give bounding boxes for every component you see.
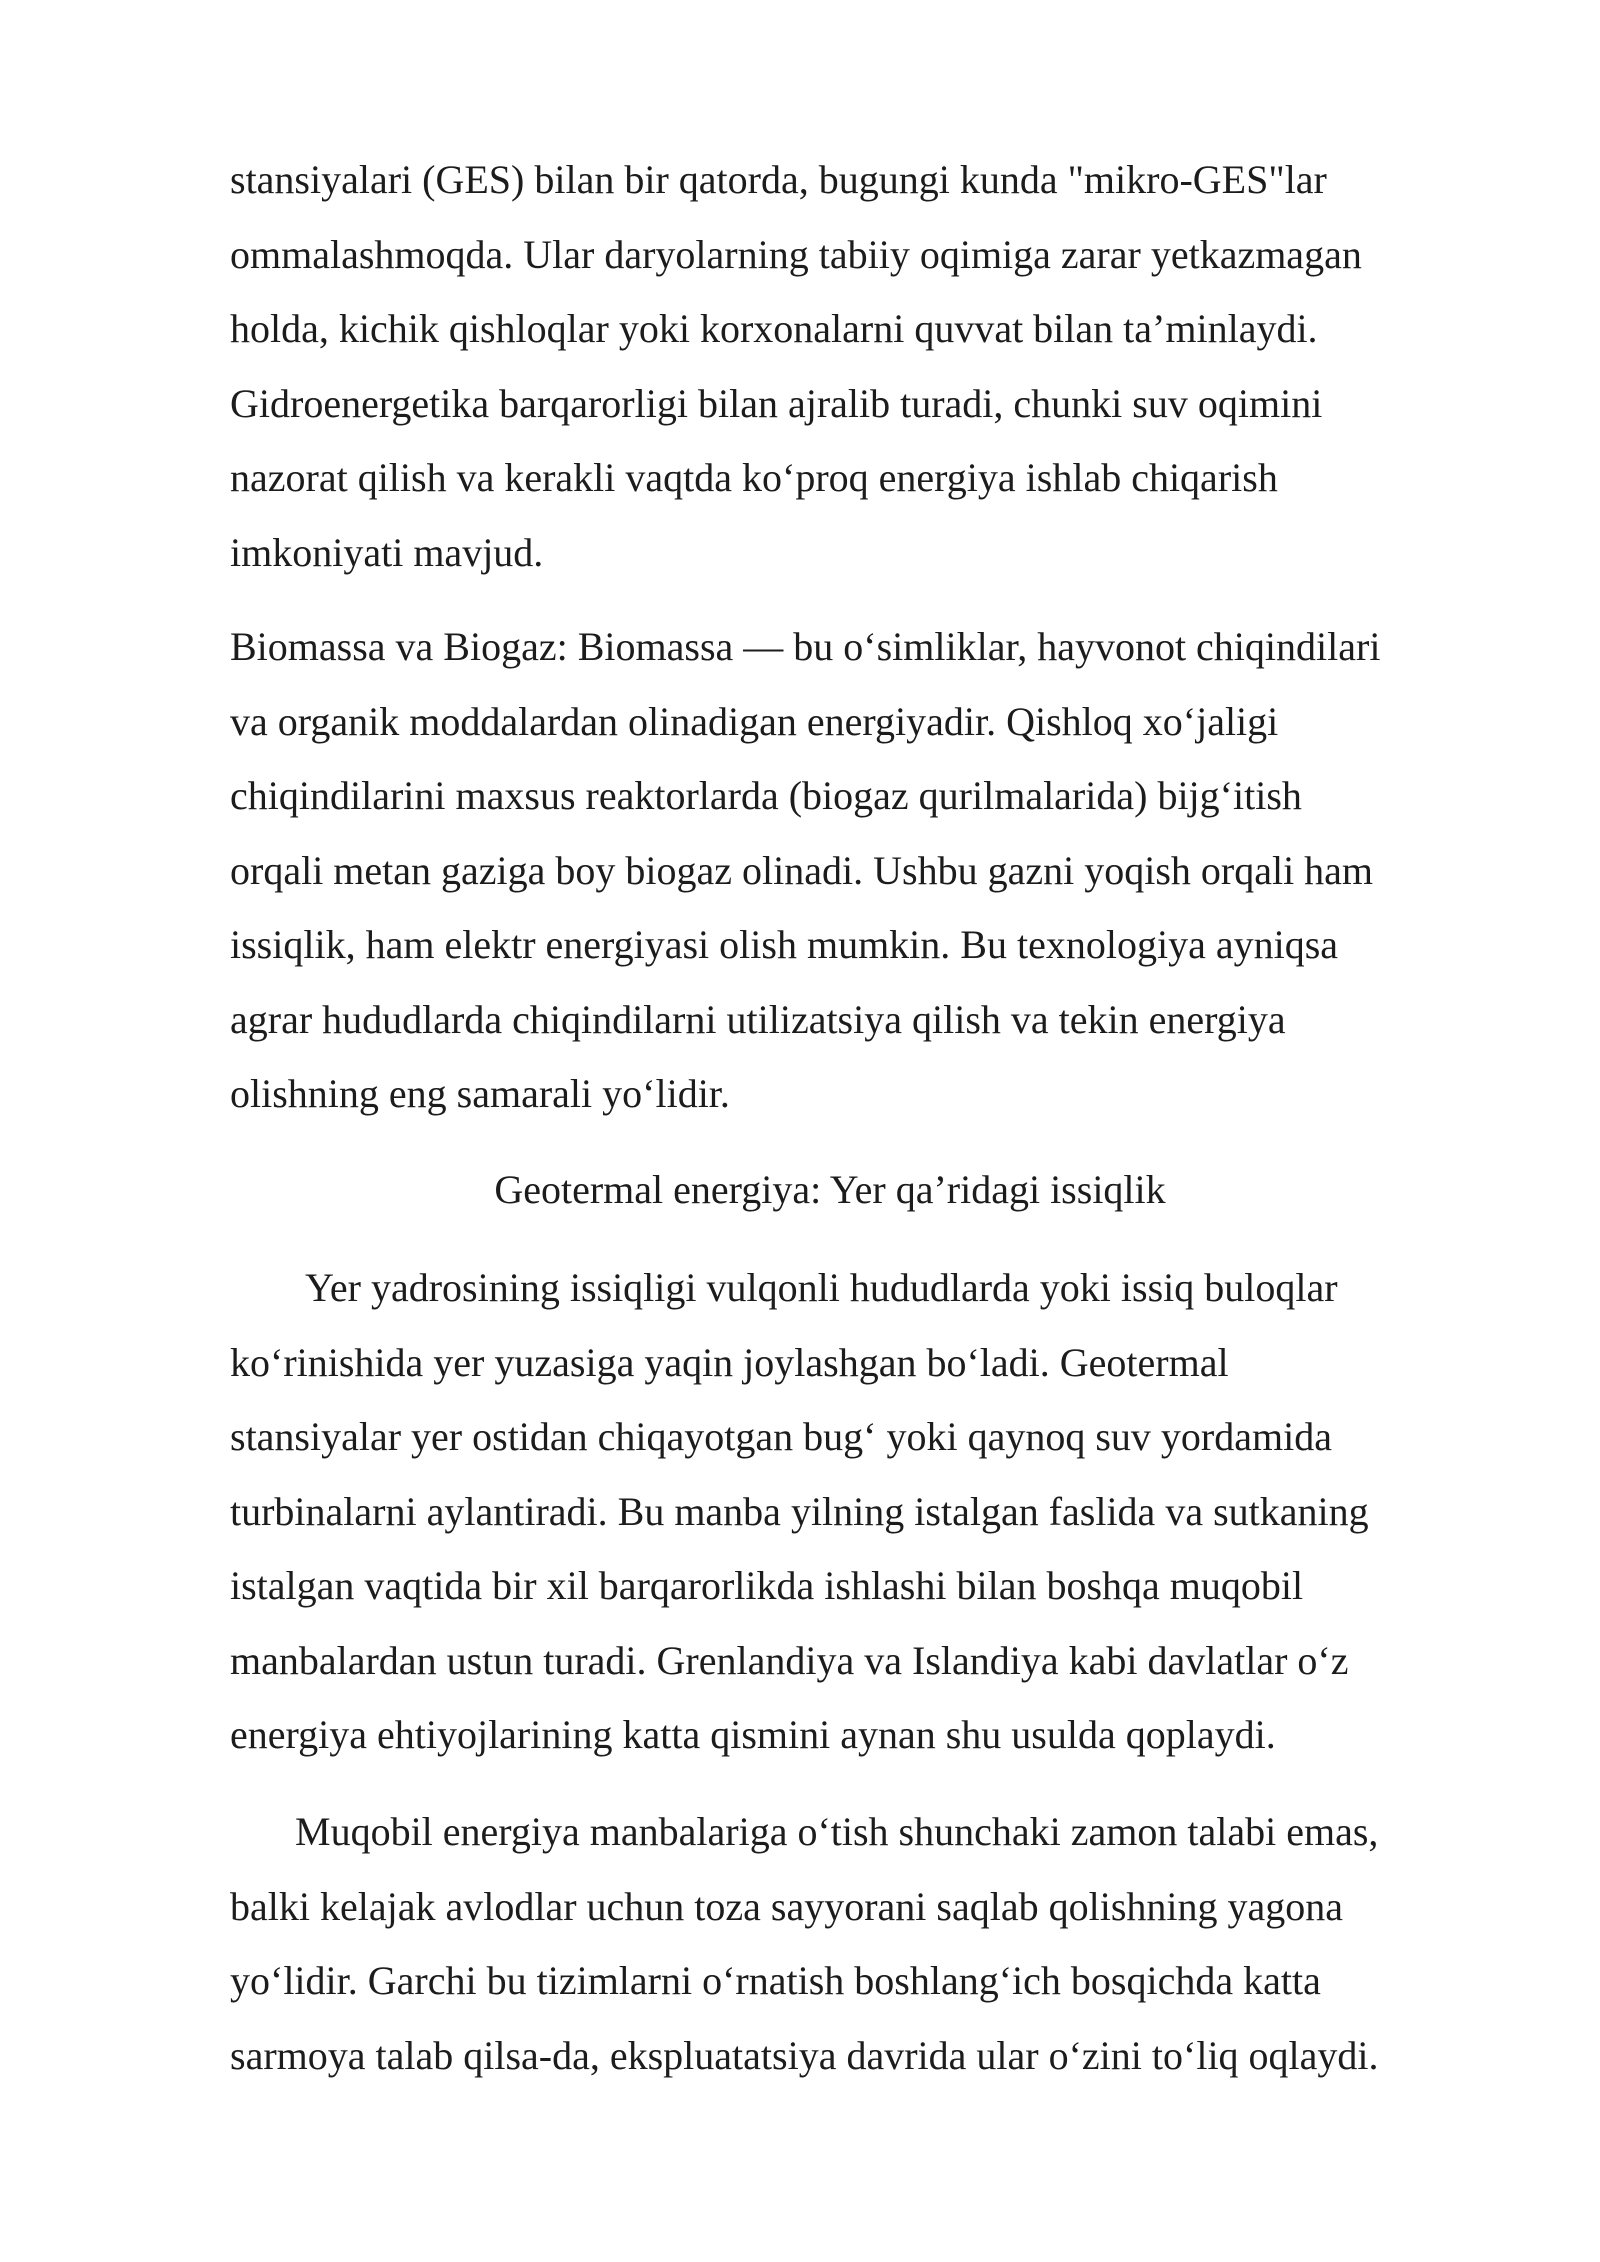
text-line: yo‘lidir. Garchi bu tizimlarni o‘rnatish boshlang‘ich bosqichda katta [230,1958,1321,2003]
text-line: energiya ehtiyojlarining katta qismini aynan shu usulda qoplaydi. [230,1712,1276,1757]
text-line: olishning eng samarali yo‘lidir. [230,1071,730,1116]
text-line: agrar hududlarda chiqindilarni utilizatsiya qilish va tekin energiya [230,996,1286,1042]
text-line: imkoniyati mavjud. [230,529,544,575]
text-line: chiqindilarini maxsus reaktorlarda (biogaz qurilmalarida) bijg‘itish [230,773,1302,818]
text-line: orqali metan gaziga boy biogaz olinadi. Ushbu gazni yoqish orqali ham [230,847,1374,893]
text-line: sarmoya talab qilsa-da, ekspluatatsiya davrida ular o‘zini to‘liq oqlaydi. [230,2032,1379,2078]
text-line: Yer yadrosining issiqligi vulqonli hududlarda yoki issiq buloqlar [305,1265,1338,1310]
text-line: nazorat qilish va kerakli vaqtda ko‘proq energiya ishlab chiqarish [230,455,1278,500]
text-line: ko‘rinishida yer yuzasiga yaqin joylashgan bo‘ladi. Geotermal [230,1339,1229,1385]
text-line: holda, kichik qishloqlar yoki korxonalarni quvvat bilan ta’minlaydi. [230,306,1318,351]
paragraph-conclusion [230,1795,1480,2093]
paragraph-geothermal [230,1251,1480,1773]
text-line: istalgan vaqtida bir xil barqarorlikda ishlashi bilan boshqa muqobil [230,1563,1304,1608]
text-line: Gidroenergetika barqarorligi bilan ajralib turadi, chunki suv oqimini [230,380,1323,426]
text-line: Biomassa va Biogaz: Biomassa — bu o‘simliklar, hayvonot chiqindilari [230,624,1381,669]
text-line: turbinalarni aylantiradi. Bu manba yilning istalgan faslida va sutkaning [230,1488,1369,1534]
text-line: issiqlik, ham elektr energiyasi olish mumkin. Bu texnologiya ayniqsa [230,922,1339,967]
text-line: ommalashmoqda. Ular daryolarning tabiiy oqimiga zarar yetkazmagan [230,231,1362,277]
text-line: manbalardan ustun turadi. Grenlandiya va Islandiya kabi davlatlar o‘z [230,1637,1349,1683]
text-line: stansiyalar yer ostidan chiqayotgan bug‘ yoki qaynoq suv yordamida [230,1414,1332,1459]
text-line: balki kelajak avlodlar uchun toza sayyorani saqlab qolishning yagona [230,1883,1344,1929]
text-line: va organik moddalardan olinadigan energiyadir. Qishloq xo‘jaligi [230,698,1279,744]
paragraph-hydro [230,143,1480,590]
paragraph-biomass [230,610,1480,1132]
section-heading: Geotermal energiya: Yer qa’ridagi issiqlik [494,1167,1166,1212]
text-line: Muqobil energiya manbalariga o‘tish shunchaki zamon talabi emas, [295,1809,1379,1854]
text-line: stansiyalari (GES) bilan bir qatorda, bugungi kunda "mikro-GES"lar [230,157,1327,202]
